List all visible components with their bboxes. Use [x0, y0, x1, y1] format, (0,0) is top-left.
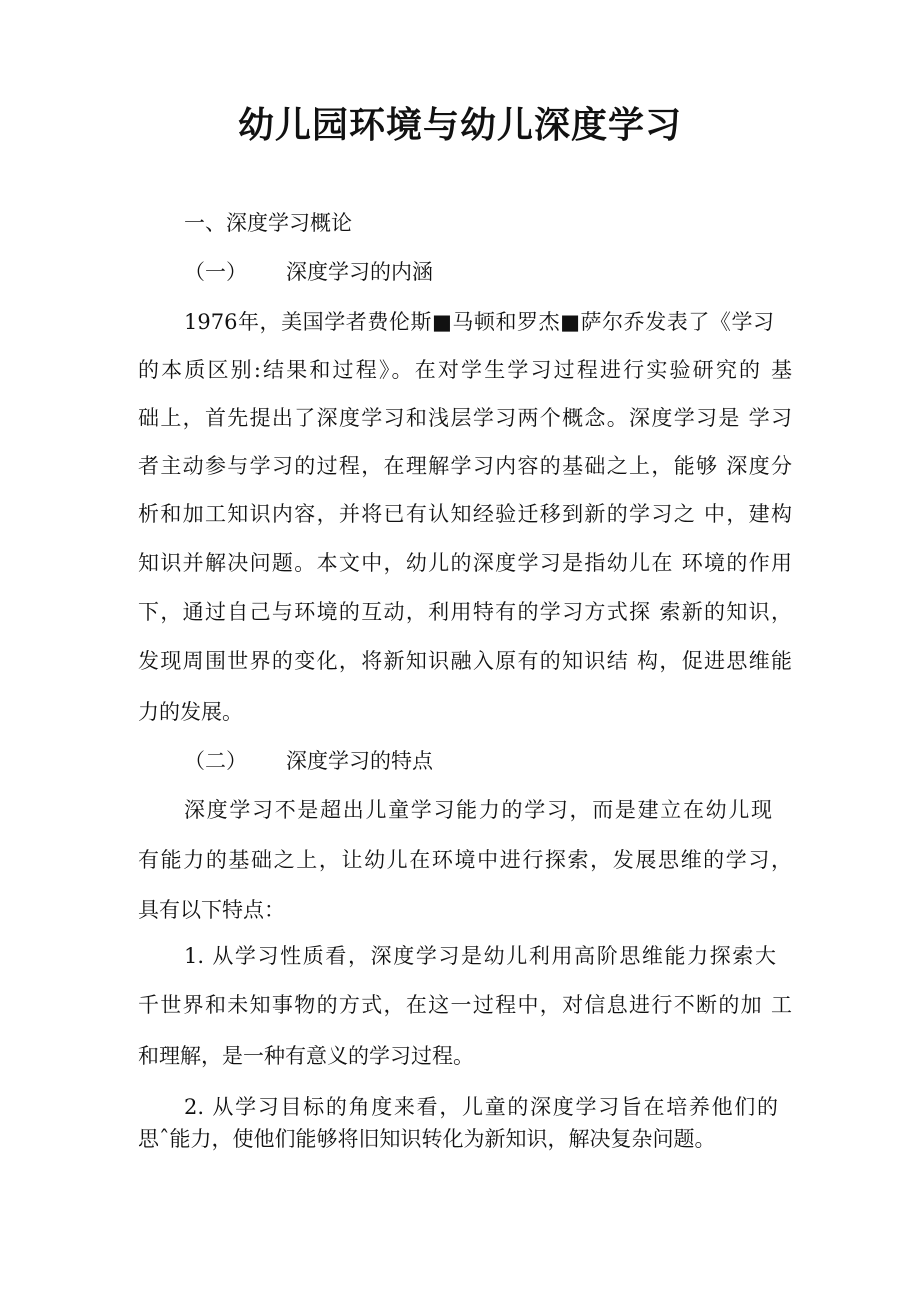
- paragraph-1-line-7: 下，通过自己与环境的互动，利用特有的学习方式探 索新的知识，: [138, 600, 792, 624]
- list-item-2-line-1: 2. 从学习目标的角度来看，儿童的深度学习旨在培养他们的: [184, 1095, 778, 1119]
- paragraph-1-line-3: 础上，首先提出了深度学习和浅层学习两个概念。深度学习是 学习: [138, 406, 792, 430]
- section-heading-1: 一、深度学习概论: [184, 211, 352, 235]
- paragraph-1-line-4: 者主动参与学习的过程，在理解学习内容的基础之上，能够 深度分: [138, 454, 792, 478]
- paragraph-1-line-9: 力的发展。: [138, 700, 243, 724]
- subsection-heading-2: 深度学习的特点: [286, 749, 433, 773]
- paragraph-2-line-2: 有能力的基础之上，让幼儿在环境中进行探索，发展思维的学习，: [138, 848, 792, 872]
- paragraph-1-line-1: 1976年，美国学者费伦斯■马顿和罗杰■萨尔乔发表了《学习: [184, 310, 774, 334]
- paragraph-1-line-5: 析和加工知识内容，并将已有认知经验迁移到新的学习之 中，建构: [138, 502, 792, 526]
- paragraph-1-line-8: 发现周围世界的变化，将新知识融入原有的知识结 构，促进思维能: [138, 649, 792, 673]
- document-title: 幼儿园环境与幼儿深度学习: [237, 105, 682, 146]
- paragraph-1-line-6: 知识并解决问题。本文中，幼儿的深度学习是指幼儿在 环境的作用: [138, 551, 792, 575]
- paragraph-2-line-3: 具有以下特点：: [138, 898, 285, 922]
- subsection-heading-1: 深度学习的内涵: [286, 260, 433, 284]
- subsection-number-1: （一）: [184, 260, 247, 284]
- paragraph-1-line-2: 的本质区别:结果和过程》。在对学生学习过程进行实验研究的 基: [138, 358, 792, 382]
- list-item-2-line-2: 思ˆ能力，使他们能够将旧知识转化为新知识，解决复杂问题。: [138, 1127, 716, 1151]
- list-item-1-line-1: 1. 从学习性质看，深度学习是幼儿利用高阶思维能力探索大: [184, 944, 776, 968]
- list-item-1-line-3: 和理解，是一种有意义的学习过程。: [138, 1044, 474, 1068]
- subsection-number-2: （二）: [184, 749, 247, 773]
- paragraph-2-line-1: 深度学习不是超出儿童学习能力的学习，而是建立在幼儿现: [184, 798, 772, 822]
- list-item-1-line-2: 千世界和未知事物的方式，在这一过程中，对信息进行不断的加 工: [138, 993, 792, 1017]
